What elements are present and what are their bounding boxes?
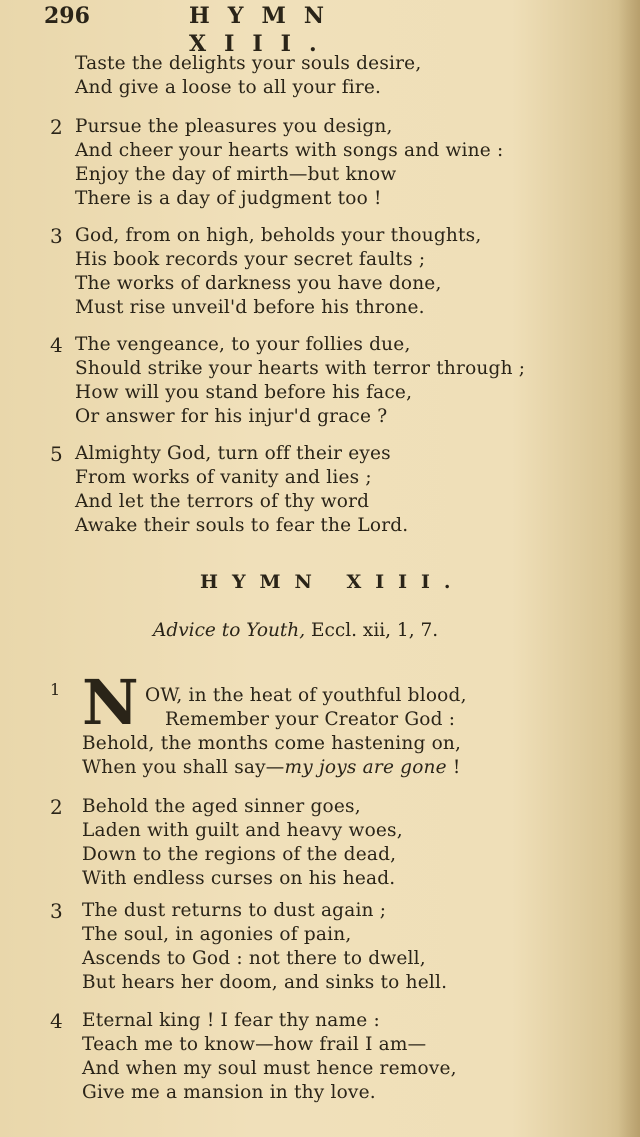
page-gutter-shadow bbox=[618, 0, 640, 1137]
verse-line: Behold the aged sinner goes, bbox=[82, 796, 361, 817]
hymn-subtitle bbox=[153, 620, 438, 641]
verse-line: Eternal king ! I fear thy name : bbox=[82, 1010, 380, 1031]
running-head: HYMN XIII. bbox=[189, 3, 342, 57]
verse-line: And cheer your hearts with songs and wine : bbox=[75, 140, 504, 161]
verse-line: Or answer for his injur'd grace ? bbox=[75, 406, 388, 427]
verse-line: Laden with guilt and heavy woes, bbox=[82, 820, 403, 841]
verse-line bbox=[82, 756, 461, 780]
page-number: 296 bbox=[44, 3, 90, 29]
page-header bbox=[44, 2, 504, 57]
stanza-number: 2 bbox=[50, 115, 63, 139]
verse-line: There is a day of judgment too ! bbox=[75, 188, 382, 209]
verse-line: Behold, the months come hastening on, bbox=[82, 733, 462, 754]
verse-line: Ascends to God : not there to dwell, bbox=[82, 948, 426, 969]
verse-line: The vengeance, to your follies due, bbox=[75, 334, 411, 355]
verse-line: And when my soul must hence remove, bbox=[82, 1058, 457, 1079]
stanza-number: 2 bbox=[50, 795, 63, 819]
verse-line: Give me a mansion in thy love. bbox=[82, 1082, 376, 1103]
stanza-number: 3 bbox=[50, 899, 63, 923]
verse-line: Remember your Creator God : bbox=[165, 709, 456, 730]
verse-line: Awake their souls to fear the Lord. bbox=[75, 515, 409, 536]
verse-line: His book records your secret faults ; bbox=[75, 249, 426, 270]
verse-line: God, from on high, beholds your thoughts, bbox=[75, 225, 482, 246]
verse-line: The dust returns to dust again ; bbox=[82, 900, 387, 921]
verse-line: Pursue the pleasures you design, bbox=[75, 116, 393, 137]
verse-line: Taste the delights your souls desire, bbox=[75, 53, 422, 74]
verse-line-end: ! bbox=[446, 757, 461, 778]
verse-line: Should strike your hearts with terror through ; bbox=[75, 358, 526, 379]
verse-line: From works of vanity and lies ; bbox=[75, 467, 372, 488]
verse-line: The soul, in agonies of pain, bbox=[82, 924, 352, 945]
verse-line: Enjoy the day of mirth—but know bbox=[75, 164, 397, 185]
stanza-number: 3 bbox=[50, 224, 63, 248]
drop-cap: N bbox=[82, 666, 139, 739]
verse-line: How will you stand before his face, bbox=[75, 382, 413, 403]
verse-line: Teach me to know—how frail I am— bbox=[82, 1034, 427, 1055]
verse-line: But hears her doom, and sinks to hell. bbox=[82, 972, 448, 993]
verse-line: The works of darkness you have done, bbox=[75, 273, 442, 294]
verse-line-plain: When you shall say— bbox=[82, 757, 285, 778]
verse-line: With endless curses on his head. bbox=[82, 868, 396, 889]
subtitle-italic: Advice to Youth, bbox=[153, 620, 306, 641]
verse-line-italic: my joys are gone bbox=[284, 757, 447, 778]
subtitle-reference: Eccl. xii, 1, 7. bbox=[305, 620, 439, 641]
verse-line: Almighty God, turn off their eyes bbox=[75, 443, 391, 464]
verse-line: And let the terrors of thy word bbox=[75, 491, 370, 512]
verse-line: Must rise unveil'd before his throne. bbox=[75, 297, 425, 318]
hymn-title: HYMN XIII. bbox=[200, 571, 465, 593]
stanza-number: 1 bbox=[50, 680, 61, 699]
verse-line: OW, in the heat of youthful blood, bbox=[145, 685, 467, 706]
stanza-number: 5 bbox=[50, 442, 63, 466]
verse-line: Down to the regions of the dead, bbox=[82, 844, 397, 865]
stanza-number: 4 bbox=[50, 1009, 63, 1033]
verse-line: And give a loose to all your fire. bbox=[75, 77, 382, 98]
stanza-number: 4 bbox=[50, 333, 63, 357]
